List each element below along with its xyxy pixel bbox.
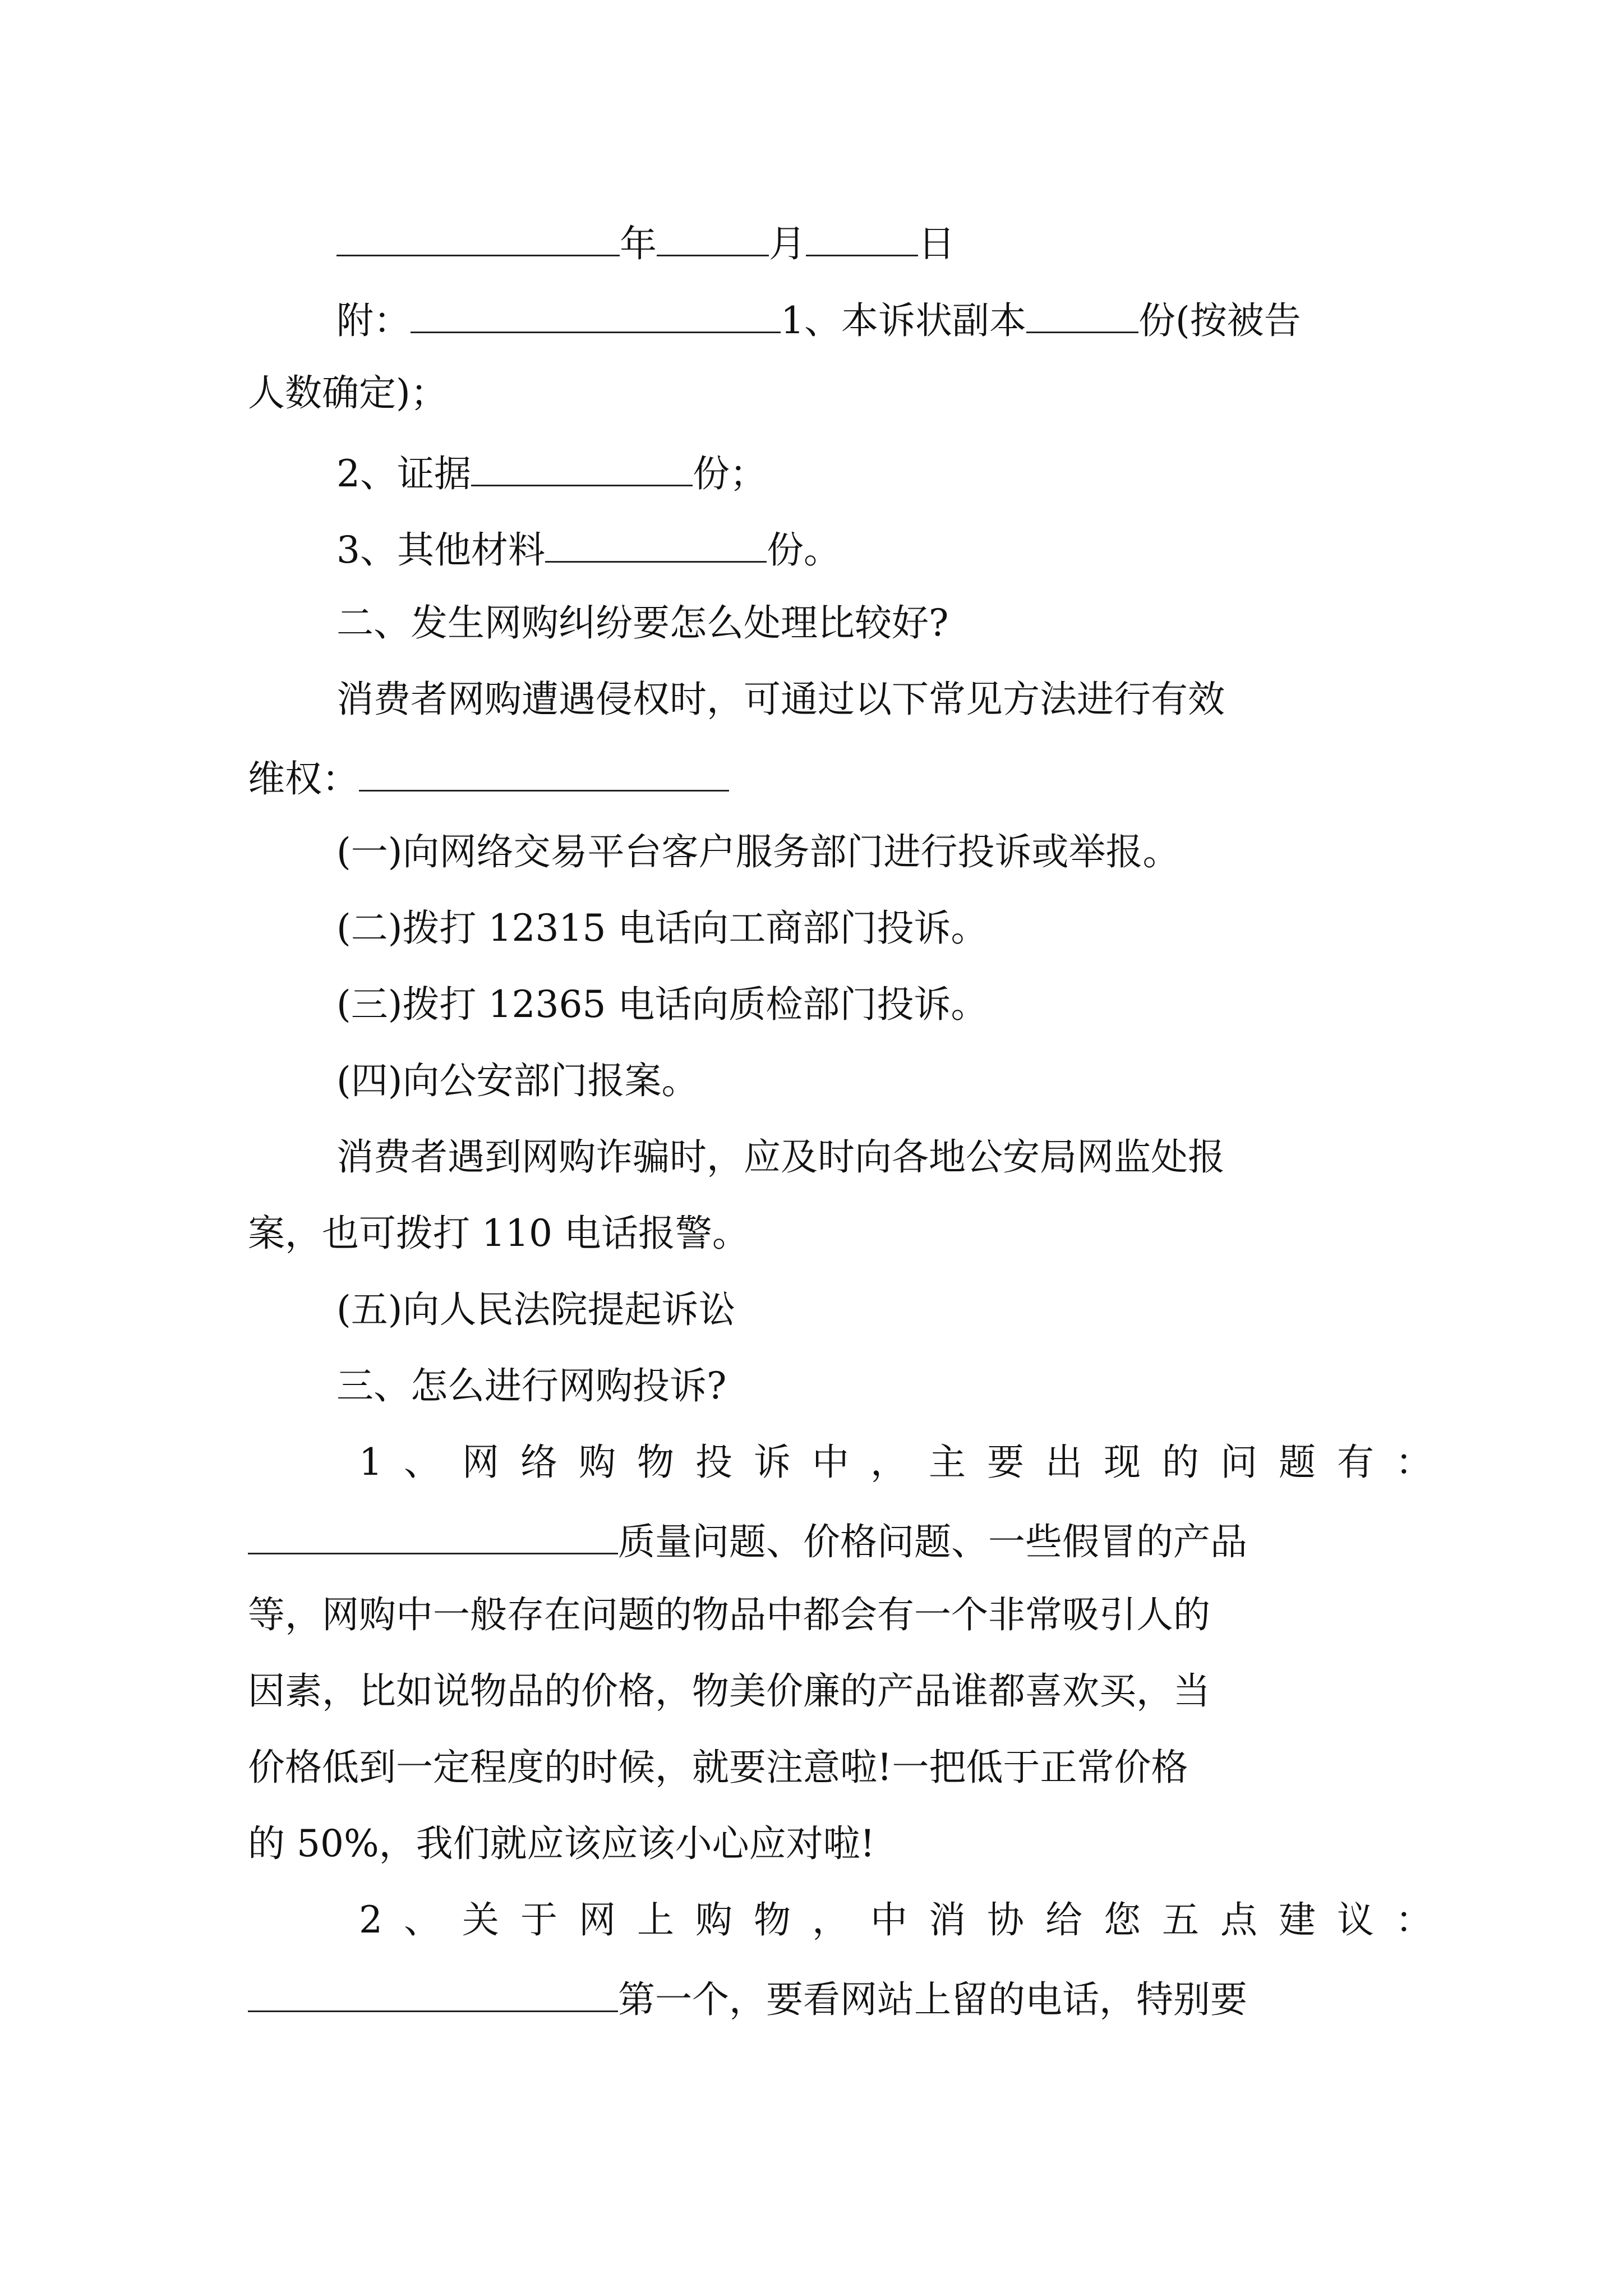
attachment-item1-text: 1、本诉状副本 <box>781 299 1026 342</box>
attachment-line-1 <box>336 299 1301 342</box>
section3-point1-line-5: 价格低到一定程度的时候，就要注意啦!一把低于正常价格 <box>248 1746 1188 1789</box>
method-2: (二)拨打 12315 电话向工商部门投诉。 <box>336 907 988 950</box>
suggestions-blank <box>248 1978 618 2012</box>
section3-point2-line-1: 2、关于网上购物，中消协给您五点建议： <box>359 1898 1454 1941</box>
problems-text: 质量问题、价格问题、一些假冒的产品 <box>618 1520 1247 1563</box>
other-materials-label: 3、其他材料 <box>336 528 545 572</box>
month-label: 月 <box>769 222 806 265</box>
suggestions-text: 第一个，要看网站上留的电话，特别要 <box>618 1978 1247 2021</box>
day-blank <box>806 222 918 256</box>
section3-point1-line-4: 因素，比如说物品的价格，物美价廉的产品谁都喜欢买，当 <box>248 1669 1210 1713</box>
month-blank <box>657 222 769 256</box>
day-label: 日 <box>918 222 955 265</box>
fraud-line-1: 消费者遇到网购诈骗时，应及时向各地公安局网监处报 <box>336 1135 1225 1179</box>
section3-point1-line-6: 的 50%，我们就应该应该小心应对啦! <box>248 1822 875 1865</box>
other-materials-blank <box>545 528 767 563</box>
evidence-tail: 份； <box>693 452 767 495</box>
section2-heading: 二、发生网购纠纷要怎么处理比较好? <box>336 601 949 645</box>
other-materials-tail: 份。 <box>767 528 841 572</box>
year-blank <box>336 222 620 256</box>
attachment-blank <box>411 299 781 333</box>
attachment-line-2: 人数确定)； <box>248 371 448 415</box>
method-3: (三)拨打 12365 电话向质检部门投诉。 <box>336 983 988 1026</box>
section3-point1-line-3: 等，网购中一般存在问题的物品中都会有一个非常吸引人的 <box>248 1593 1210 1636</box>
section3-point2-line-2 <box>248 1978 1247 2021</box>
attachment-item1-tail: 份(按被告 <box>1138 299 1301 342</box>
method-4: (四)向公安部门报案。 <box>336 1059 699 1102</box>
year-label: 年 <box>620 222 657 265</box>
section3-point1-line-1: 1、网络购物投诉中，主要出现的问题有： <box>359 1441 1454 1484</box>
rights-label: 维权： <box>248 757 359 800</box>
section3-point1-line-2 <box>248 1520 1247 1561</box>
attachment-item-3 <box>336 528 841 572</box>
method-5: (五)向人民法院提起诉讼 <box>336 1288 736 1331</box>
attachment-item-2 <box>336 452 767 493</box>
fraud-line-2: 案，也可拨打 110 电话报警。 <box>248 1212 749 1255</box>
evidence-label: 2、证据 <box>336 452 471 495</box>
section3-heading: 三、怎么进行网购投诉? <box>336 1364 727 1407</box>
section2-intro-line-1: 消费者网购遭遇侵权时，可通过以下常见方法进行有效 <box>336 678 1225 721</box>
method-1: (一)向网络交易平台客户服务部门进行投诉或举报。 <box>336 830 1180 873</box>
copies-blank <box>1026 299 1138 333</box>
section2-intro-line-2 <box>248 757 729 798</box>
attachment-label: 附： <box>336 299 411 342</box>
problems-blank <box>248 1520 618 1554</box>
evidence-blank <box>471 452 693 486</box>
date-line <box>336 222 955 263</box>
rights-blank <box>359 757 729 792</box>
